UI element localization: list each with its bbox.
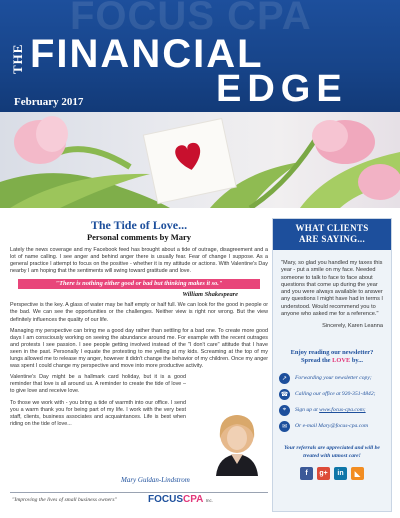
footer-tagline: "Improving the lives of small business owners" bbox=[12, 497, 117, 503]
testimonial-author: Sincerely, Karen Leanna bbox=[322, 323, 383, 330]
share-item-email bbox=[279, 419, 387, 433]
testimonial-quote: "Mary, so glad you handled my taxes this year - put a smile on my face. Needed someone to talk to face to face about questions that come up during the year and you were always available to answer any questions I might have had in terms I understood. Would recommend you to anyone who asked me for a reference." bbox=[281, 260, 383, 318]
logo-cpa: CPA bbox=[183, 494, 203, 505]
web-icon: ⌖ bbox=[279, 405, 290, 416]
referrals-note: Your referrals are appreciated and will be treated with utmost care! bbox=[284, 445, 380, 459]
article-subtitle: Personal comments by Mary bbox=[86, 232, 192, 242]
article-title: The Tide of Love... bbox=[90, 218, 188, 232]
author-signature: Mary Guldan-Lindstrom bbox=[121, 476, 190, 484]
masthead-the: THE bbox=[10, 43, 25, 74]
enjoy-prompt: Enjoy reading our newsletter? bbox=[290, 349, 374, 357]
footer-logo bbox=[148, 494, 213, 505]
tulips-heart-illustration bbox=[0, 112, 400, 208]
google-plus-icon[interactable]: g+ bbox=[317, 467, 330, 480]
author-portrait bbox=[212, 412, 262, 476]
share-item-forward bbox=[279, 371, 387, 385]
newsletter-title-edge: EDGE bbox=[216, 68, 348, 110]
linkedin-icon[interactable]: in bbox=[334, 467, 347, 480]
quote-author: William Shakespeare bbox=[182, 291, 238, 299]
article-paragraph: Valentine's Day might be a hallmark card holiday, but it is a good reminder that love is all around us. A reminder to create the tide of love – to give love and receive love. bbox=[10, 374, 186, 395]
article-paragraph: Managing my perspective can bring me a good day rather than settling for a bad one. To create more good days I am consciously working on seeing the abundance around me. For example with the recent outrages and protests I see passion. I see people getting involved instead of the "I don't care" attitude that I have seen in the past. Personally I equate the protesting to me yelling at my kids. Screaming at the top of my lungs allowed me to release my anger, however it didn't change the behavior of my children. Once my anger was spent I could change my perspective and move into more productive activity. bbox=[10, 327, 268, 370]
article-paragraph: Perspective is the key. A glass of water may be half empty or half full. We can look for the good in people or the bad. We can see the opportunities or the challenges. Neither view is right nor wrong. But the view definitely influences the quality of our life. bbox=[10, 302, 268, 323]
share-text: Sign up at www.focus-cpa.com; bbox=[295, 407, 366, 414]
article-paragraph: Lately the news coverage and my Facebook feed has brought about a tide of outrage, disagreement and a lot of name calling. I see anger and behind anger there is usually fear. Fear of change I suppose. As a general practice I attempt to focus on the positive - whether it is my attitude or actions. With Valentine's Day nearby I am hoping that the sentiments will swing toward gratitude and love. bbox=[10, 247, 268, 275]
social-links bbox=[273, 467, 391, 480]
footer-divider bbox=[10, 492, 268, 493]
sidebar-heading bbox=[273, 219, 391, 250]
share-icon: ↗ bbox=[279, 373, 290, 384]
testimonial-sidebar bbox=[272, 218, 392, 512]
sidebar-heading-line2: ARE SAYING... bbox=[298, 234, 366, 244]
rss-icon[interactable]: ◣ bbox=[351, 467, 364, 480]
spread-love: Spread the LOVE by... bbox=[300, 357, 364, 365]
article-paragraph: To those we work with - you bring a tide of warmth into our office. I send you a warm thank you for being part of my life. I work with the very best staff, clients, business associates and acquaintances. Life is best when riding on the tide of love... bbox=[10, 399, 186, 427]
hero-photo bbox=[0, 112, 400, 208]
email-link[interactable]: Or e-mail Mary@focus-cpa.com bbox=[295, 423, 369, 430]
email-icon: ✉ bbox=[279, 421, 290, 432]
facebook-icon[interactable]: f bbox=[300, 467, 313, 480]
masthead-watermark: FOCUS CPA bbox=[70, 0, 312, 38]
logo-focus: FOCUS bbox=[148, 494, 183, 505]
share-item-signup bbox=[279, 403, 387, 417]
share-text: Calling our office at 920-351-4842; bbox=[295, 391, 376, 398]
share-text: Forwarding your newsletter copy; bbox=[295, 375, 372, 382]
masthead bbox=[0, 0, 400, 112]
share-list bbox=[273, 365, 391, 433]
issue-date: February 2017 bbox=[14, 96, 84, 108]
share-item-call bbox=[279, 387, 387, 401]
newsletter-title-financial: FINANCIAL bbox=[30, 32, 264, 76]
phone-icon: ☎ bbox=[280, 390, 289, 398]
sidebar-heading-line1: WHAT CLIENTS bbox=[295, 223, 369, 233]
website-link[interactable]: www.focus-cpa.com; bbox=[319, 407, 366, 414]
article-column bbox=[10, 218, 268, 432]
love-word: LOVE bbox=[332, 357, 351, 365]
logo-inc: Inc. bbox=[205, 498, 214, 503]
quote-banner: "There is nothing either good or bad but thinking makes it so." bbox=[18, 279, 260, 289]
